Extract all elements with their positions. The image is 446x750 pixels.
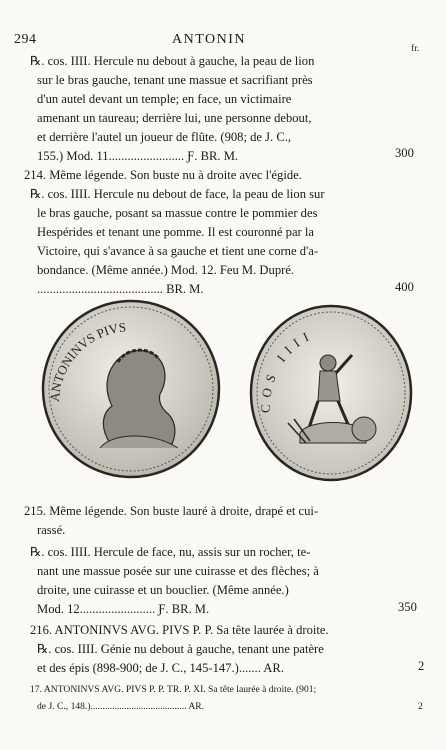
coin-obverse-image <box>40 298 222 480</box>
text-line: amenant un taureau; derrière lui, une personne debout, <box>37 111 312 125</box>
text-line: ℞. cos. IIII. Hercule de face, nu, assis sur un rocher, te- <box>30 545 311 559</box>
text-line: rassé. <box>37 523 66 537</box>
text-line: ℞. cos. IIII. Hercule nu debout à gauche, la peau de lion <box>30 54 315 68</box>
text-line: le bras gauche, posant sa massue contre le pommier des <box>37 206 318 220</box>
text-line: Mod. 12........................ Ƒ. BR. M. <box>37 602 210 616</box>
price: 2 <box>418 659 425 673</box>
page-number: 294 <box>14 32 37 47</box>
text-line: nant une massue posée sur une cuirasse et des flèches; à <box>37 564 319 578</box>
text-line: bondance. (Même année.) Mod. 12. Feu M. Dupré. <box>37 263 295 277</box>
text-line: et des épis (898-900; de J. C., 145-147.)....... AR. <box>37 661 284 675</box>
entry-216: 216. ANTONINVS AVG. PIVS P. P. Sa tête laurée à droite. <box>30 623 329 637</box>
text-line: sur le bras gauche, tenant une massue et sacrifiant près <box>37 73 313 87</box>
coin-reverse-image <box>248 303 414 483</box>
text-line: et derrière l'autel un joueur de flûte. (908; de J. C., <box>37 130 292 144</box>
price: 300 <box>395 146 414 160</box>
text-line: Victoire, qui s'avance à sa gauche et tient une corne d'a- <box>37 244 319 258</box>
coin-obverse-legend: ANTONINVS PIVS <box>46 319 127 403</box>
price: 350 <box>398 600 417 614</box>
text-line: droite, une cuirasse et un bouclier. (Même année.) <box>37 583 289 597</box>
entry-214: 214. Même légende. Son buste nu à droite avec l'égide. <box>24 168 302 182</box>
running-title: ANTONIN <box>172 32 247 47</box>
text-line: ℞. cos. IIII. Génie nu debout à gauche, tenant une patère <box>37 642 324 656</box>
text-line: 155.) Mod. 11........................ Ƒ. BR. M. <box>37 149 239 163</box>
text-line: de J. C., 148.)........................................ AR. <box>37 701 205 712</box>
price: 400 <box>395 280 414 294</box>
text-line: ........................................ BR. M. <box>37 282 204 296</box>
text-line: ℞. cos. IIII. Hercule nu debout de face, la peau de lion sur <box>30 187 325 201</box>
text-line: Hespérides et tenant une pomme. Il est couronné par la <box>37 225 314 239</box>
entry-215: 215. Même légende. Son buste lauré à droite, drapé et cui- <box>24 504 319 518</box>
coin-reverse-legend: COS IIII <box>257 326 317 414</box>
price: 2 <box>418 701 423 712</box>
text-line: d'un autel devant un temple; en face, un victimaire <box>37 92 292 106</box>
entry-217: 17. ANTONINVS AVG. PIVS P. P. TR. P. XI. Sa tête laurée à droite. (901; <box>30 684 317 695</box>
margin-note: fr. <box>411 43 420 54</box>
